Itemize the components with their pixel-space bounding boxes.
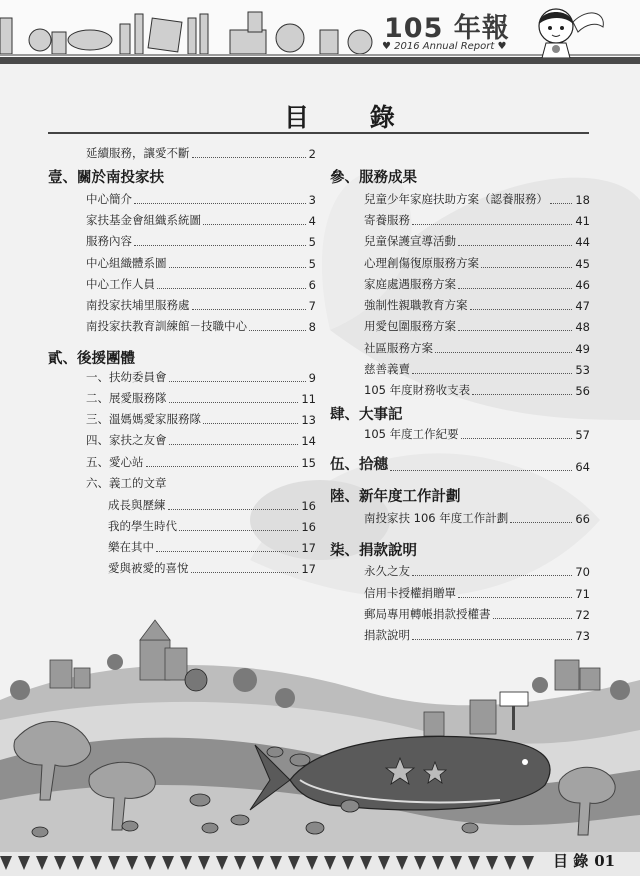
toc-entry[interactable]: 郵局專用轉帳捐款授權書 72 bbox=[364, 607, 590, 622]
toc-entry[interactable]: 服務內容 5 bbox=[86, 234, 316, 249]
section-heading-chronicle: 肆、大事記 bbox=[330, 407, 403, 423]
section-heading-donation: 柒、捐款說明 bbox=[330, 543, 417, 559]
report-title: 105 年報 bbox=[384, 13, 510, 44]
toc-entry[interactable]: 一、扶幼委員會 9 bbox=[86, 370, 316, 385]
toc-sub-entry[interactable]: 愛與被愛的喜悅 17 bbox=[108, 561, 316, 576]
toc-entry-volunteer-articles[interactable]: 六、義工的文章 bbox=[86, 476, 167, 490]
page-header bbox=[0, 0, 640, 64]
page-title: 目 錄 bbox=[284, 103, 421, 132]
toc-entry[interactable]: 心理創傷復原服務方案 45 bbox=[364, 256, 590, 271]
toc-entry[interactable]: 強制性親職教育方案 47 bbox=[364, 298, 590, 313]
toc-entry[interactable]: 信用卡授權捐贈單 71 bbox=[364, 586, 590, 601]
toc-entry[interactable]: 中心工作人員 6 bbox=[86, 277, 316, 292]
toc-entry[interactable]: 家庭處遇服務方案 46 bbox=[364, 277, 590, 292]
toc-sub-entry[interactable]: 我的學生時代 16 bbox=[108, 519, 316, 534]
toc-entry[interactable]: 永久之友 70 bbox=[364, 564, 590, 579]
toc-entry[interactable]: 二、展愛服務隊 11 bbox=[86, 391, 316, 406]
toc-entry-gleanings[interactable]: 伍、拾穗 64 bbox=[330, 457, 590, 474]
toc-entry[interactable]: 兒童保護宣導活動 44 bbox=[364, 234, 590, 249]
section-heading-about: 壹、關於南投家扶 bbox=[48, 170, 164, 186]
toc-entry[interactable]: 四、家扶之友會 14 bbox=[86, 433, 316, 448]
toc-entry[interactable]: 三、溫媽媽愛家服務隊 13 bbox=[86, 412, 316, 427]
toc-sub-entry[interactable]: 樂在其中 17 bbox=[108, 540, 316, 555]
toc-entry[interactable]: 兒童少年家庭扶助方案（認養服務） 18 bbox=[364, 192, 590, 207]
toc-entry[interactable]: 105 年度財務收支表 56 bbox=[364, 383, 590, 398]
toc-entry[interactable]: 南投家扶 106 年度工作計劃 66 bbox=[364, 511, 590, 526]
toc-entry[interactable]: 南投家扶埔里服務處 7 bbox=[86, 298, 316, 313]
toc-entry[interactable]: 南投家扶教育訓練館－技職中心 8 bbox=[86, 319, 316, 334]
section-heading-new-plan: 陸、新年度工作計劃 bbox=[330, 489, 461, 505]
toc-entry[interactable]: 用愛包圍服務方案 48 bbox=[364, 319, 590, 334]
toc-entry-intro[interactable]: 延續服務，讓愛不斷 2 bbox=[86, 146, 316, 161]
toc-entry[interactable]: 五、愛心站 15 bbox=[86, 455, 316, 470]
section-heading-support-groups: 貳、後援團體 bbox=[48, 351, 135, 367]
toc-entry[interactable]: 寄養服務 41 bbox=[364, 213, 590, 228]
section-heading-service-results: 參、服務成果 bbox=[330, 170, 417, 186]
footer-triangle-border bbox=[0, 852, 640, 876]
toc-entry[interactable]: 105 年度工作紀要 57 bbox=[364, 427, 590, 442]
title-rule bbox=[48, 132, 589, 134]
angel-mascot-icon bbox=[518, 2, 608, 58]
toc-entry[interactable]: 中心簡介 3 bbox=[86, 192, 316, 207]
toc-entry[interactable]: 中心組織體系圖 5 bbox=[86, 256, 316, 271]
toc-entry[interactable]: 社區服務方案 49 bbox=[364, 341, 590, 356]
toc-sub-entry[interactable]: 成長與歷練 16 bbox=[108, 498, 316, 513]
page-number: 目 錄 01 bbox=[553, 852, 616, 870]
report-subtitle: ♥ 2016 Annual Report ♥ bbox=[382, 41, 507, 52]
toc-entry[interactable]: 家扶基金會組織系統圖 4 bbox=[86, 213, 316, 228]
toc-entry[interactable]: 慈善義賣 53 bbox=[364, 362, 590, 377]
toc-entry[interactable]: 捐款說明 73 bbox=[364, 628, 590, 643]
